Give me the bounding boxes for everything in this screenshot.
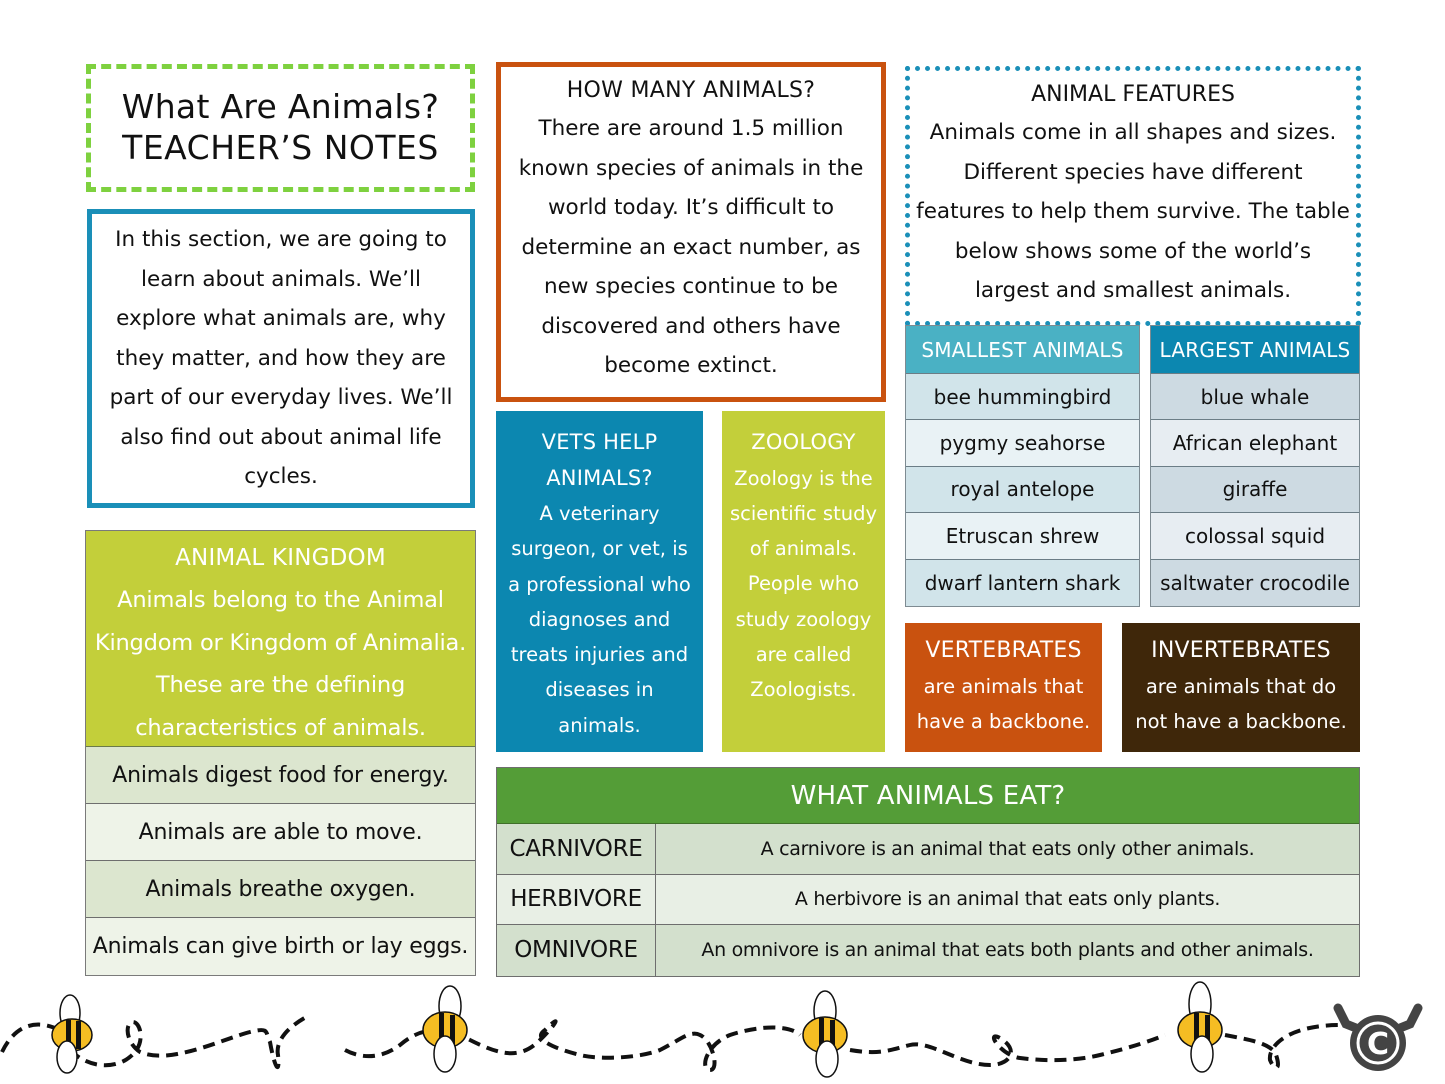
intro-text: In this section, we are going to learn about animals. We’ll explore what animals are, why they matter, and how they are part of our everyday lives. We’ll also find out about animal life cycles. [109, 227, 453, 490]
diet-description: A carnivore is an animal that eats only other animals. [760, 837, 1255, 860]
vertebrates-text: are animals that have a backbone. [916, 675, 1091, 733]
table-row [497, 875, 1359, 926]
animal-features-box [905, 66, 1361, 326]
kingdom-heading: ANIMAL KINGDOM [175, 545, 386, 571]
kingdom-line: Animals belong to the Animal [117, 587, 444, 613]
diet-description: A herbivore is an animal that eats only plants. [794, 888, 1221, 911]
copyright-logo-icon [1338, 1008, 1418, 1071]
table-row: Animals can give birth or lay eggs. [86, 918, 475, 975]
how-many-heading: HOW MANY ANIMALS? [566, 78, 816, 103]
intro-box [87, 209, 475, 508]
table-row [497, 925, 1359, 976]
vets-card [496, 411, 703, 752]
diet-label: OMNIVORE [497, 925, 656, 976]
bee-footer-decoration [0, 980, 1445, 1084]
invertebrates-heading: INVERTEBRATES [1151, 638, 1331, 663]
zoology-heading: ZOOLOGY [751, 430, 856, 454]
zoology-text: Zoology is the scientific study of animals. People who study zoology are called Zoologists. [729, 466, 877, 702]
table-row: colossal squid [1151, 513, 1359, 559]
table-row: Etruscan shrew [906, 513, 1139, 559]
table-row: pygmy seahorse [906, 420, 1139, 466]
how-many-box [496, 62, 886, 402]
svg-text:C: C [1366, 1027, 1390, 1062]
table-row: blue whale [1151, 374, 1359, 420]
zoology-card [722, 411, 885, 752]
features-text: Animals come in all shapes and sizes. Different species have different features to help them survive. The table below shows some of the world’s largest and smallest animals. [916, 120, 1350, 303]
diet-description: An omnivore is an animal that eats both plants and other animals. [701, 939, 1314, 962]
bee-flight-path-icon [0, 980, 1445, 1084]
table-row: Animals breathe oxygen. [86, 861, 475, 918]
title-box [86, 64, 475, 192]
table-row: giraffe [1151, 467, 1359, 513]
invertebrates-card [1122, 623, 1360, 752]
vets-heading: VETS HELP ANIMALS? [541, 430, 658, 490]
table-row [497, 824, 1359, 875]
smallest-header: SMALLEST ANIMALS [906, 326, 1139, 374]
kingdom-line: characteristics of animals. [135, 714, 426, 741]
table-row: saltwater crocodile [1151, 560, 1359, 606]
table-row: bee hummingbird [906, 374, 1139, 420]
vertebrates-heading: VERTEBRATES [925, 638, 1082, 663]
vertebrates-card [905, 623, 1102, 752]
largest-animals-table [1150, 325, 1360, 607]
invertebrates-text: are animals that do not have a backbone. [1135, 675, 1347, 733]
kingdom-line: These are the defining [155, 672, 406, 698]
table-row: royal antelope [906, 467, 1139, 513]
page-subtitle: TEACHER’S NOTES [122, 128, 439, 167]
diet-label: CARNIVORE [497, 824, 656, 874]
how-many-text: There are around 1.5 million known species of animals in the world today. It’s difficult to determine an exact number, as new species continue to be discovered and others have become extinct. [518, 116, 864, 378]
diet-label: HERBIVORE [497, 875, 656, 925]
kingdom-header [86, 531, 475, 747]
table-row: African elephant [1151, 420, 1359, 466]
largest-header: LARGEST ANIMALS [1151, 326, 1359, 374]
animal-kingdom-table [85, 530, 476, 976]
table-row: Animals are able to move. [86, 804, 475, 861]
smallest-animals-table [905, 325, 1140, 607]
table-row: dwarf lantern shark [906, 560, 1139, 606]
features-heading: ANIMAL FEATURES [1031, 82, 1235, 107]
page-title: What Are Animals? [121, 87, 440, 126]
vets-text: A veterinary surgeon, or vet, is a professional who diagnoses and treats injuries and diseases in animals. [508, 502, 691, 737]
eat-heading: WHAT ANIMALS EAT? [497, 768, 1359, 824]
table-row: Animals digest food for energy. [86, 747, 475, 804]
kingdom-line: Kingdom or Kingdom of Animalia. [94, 629, 467, 656]
what-animals-eat-table [496, 767, 1360, 977]
